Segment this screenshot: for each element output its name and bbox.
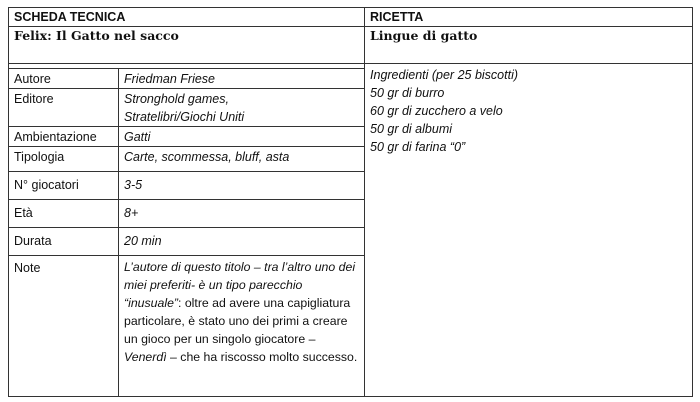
notes-text: : oltre ad avere una capigliatura particolare, è stato uno dei primi a creare un gioco per un singolo giocatore – (124, 296, 351, 346)
publisher-line: Stronghold games, (124, 92, 229, 106)
ingredient-item: 60 gr di zucchero a velo (370, 104, 503, 118)
publisher-value (119, 89, 365, 127)
ingredient-item: 50 gr di burro (370, 86, 445, 100)
notes-label: Note (9, 256, 119, 397)
game-title: Felix: Il Gatto nel sacco (9, 27, 365, 64)
notes-italic-intro: L’autore di questo titolo – tra l’altro uno dei miei preferiti- è un tipo parecchio “inusuale” (124, 260, 356, 310)
setting-value: Gatti (119, 127, 365, 147)
age-value: 8+ (119, 200, 365, 228)
recipe-title: Lingue di gatto (365, 27, 693, 64)
duration-value: 20 min (119, 228, 365, 256)
age-label: Età (9, 200, 119, 228)
ingredient-item: 50 gr di albumi (370, 122, 453, 136)
players-value: 3-5 (119, 172, 365, 200)
publisher-line: Stratelibri/Giochi Uniti (124, 110, 245, 124)
tech-sheet-header: SCHEDA TECNICA (9, 8, 365, 27)
publisher-label: Editore (9, 89, 119, 127)
notes-game-name: Venerdì (124, 350, 167, 364)
ingredient-item: 50 gr di farina “0” (370, 140, 466, 154)
game-info-table (8, 7, 693, 397)
ingredients-heading: Ingredienti (per 25 biscotti) (370, 68, 519, 82)
type-label: Tipologia (9, 147, 119, 172)
author-label: Autore (9, 69, 119, 89)
recipe-ingredients (365, 64, 693, 397)
players-label: N° giocatori (9, 172, 119, 200)
recipe-header: RICETTA (365, 8, 693, 27)
author-value: Friedman Friese (119, 69, 365, 89)
notes-text-end: – che ha riscosso molto successo. (166, 350, 358, 364)
type-value: Carte, scommessa, bluff, asta (119, 147, 365, 172)
setting-label: Ambientazione (9, 127, 119, 147)
notes-value (119, 256, 365, 397)
duration-label: Durata (9, 228, 119, 256)
